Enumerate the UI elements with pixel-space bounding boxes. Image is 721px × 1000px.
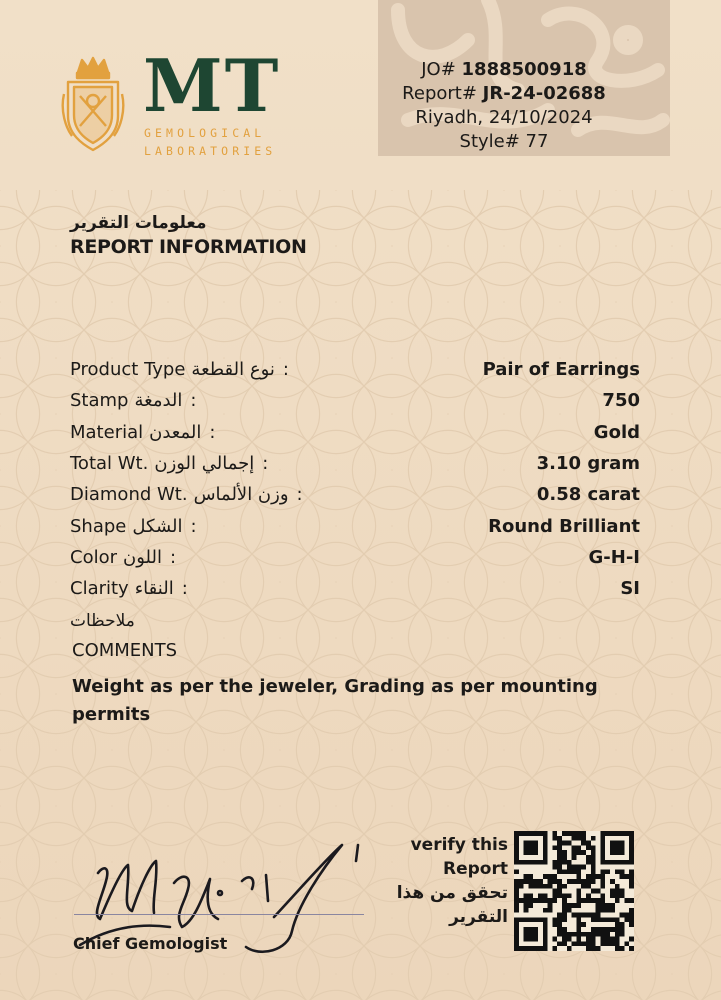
- info-row: [70, 480, 640, 510]
- comments-label-arabic: ملاحظات: [70, 611, 135, 631]
- info-row-value: 0.58 carat: [536, 484, 640, 505]
- info-row-label: [70, 480, 303, 510]
- info-row: [70, 418, 640, 448]
- label-ar: وزن الألماس: [193, 484, 289, 505]
- comments-text: Weight as per the jeweler, Grading as per mounting permits: [72, 676, 598, 725]
- info-row-value: Round Brilliant: [488, 516, 640, 537]
- style-number: Style# 77: [459, 131, 549, 152]
- label-en: Clarity: [70, 578, 129, 599]
- info-row-value: G-H-I: [588, 547, 640, 568]
- report-label: Report#: [402, 83, 483, 104]
- section-title: REPORT INFORMATION: [70, 236, 307, 258]
- label-en: Total Wt.: [70, 453, 149, 474]
- signature-line: [74, 914, 364, 915]
- info-row-label: [70, 355, 289, 385]
- report-number-line: [384, 82, 624, 106]
- info-row-value: Gold: [593, 422, 640, 443]
- info-row-label: [70, 386, 196, 416]
- verify-line-4-arabic: التقرير: [449, 907, 508, 927]
- label-en: Material: [70, 422, 144, 443]
- location-date: Riyadh, 24/10/2024: [415, 107, 593, 128]
- label-ar: اللون: [123, 547, 162, 568]
- label-colon: :: [209, 422, 216, 443]
- label-ar: إجمالي الوزن: [154, 453, 255, 474]
- info-row: [70, 386, 640, 416]
- label-colon: :: [262, 453, 269, 474]
- label-ar: المعدن: [149, 422, 202, 443]
- section-title-arabic: معلومات التقرير: [70, 213, 207, 233]
- label-ar: الدمغة: [134, 390, 183, 411]
- verify-line-1: verify this: [410, 835, 508, 855]
- label-colon: :: [190, 390, 197, 411]
- label-en: Color: [70, 547, 117, 568]
- label-en: Stamp: [70, 390, 129, 411]
- label-colon: :: [282, 359, 289, 380]
- info-row: [70, 543, 640, 573]
- label-colon: :: [181, 578, 188, 599]
- info-row-label: [70, 418, 215, 448]
- label-colon: :: [169, 547, 177, 568]
- label-ar: الشكل: [132, 516, 183, 537]
- qr-code-icon[interactable]: [514, 831, 634, 951]
- crown-shield-emblem-icon: [60, 56, 126, 156]
- info-row-label: [70, 449, 268, 479]
- info-row-label: [70, 512, 197, 542]
- info-row-value: 3.10 gram: [536, 453, 640, 474]
- logo-subtitle-gemological: GEMOLOGICAL: [144, 126, 266, 140]
- info-row: [70, 574, 640, 604]
- report-number: JR-24-02688: [482, 83, 606, 104]
- jo-label: JO#: [421, 59, 462, 80]
- chief-gemologist-title: Chief Gemologist: [73, 934, 228, 953]
- info-row: [70, 449, 640, 479]
- label-ar: النقاء: [134, 578, 174, 599]
- info-row-value: 750: [602, 390, 640, 411]
- info-row-value: SI: [620, 578, 640, 599]
- jo-number-line: [384, 58, 624, 82]
- logo-subtitle-laboratories: LABORATORIES: [144, 144, 277, 158]
- info-row-label: [70, 574, 188, 604]
- info-row-label: [70, 543, 176, 573]
- label-colon: :: [190, 516, 197, 537]
- label-en: Product Type: [70, 359, 186, 380]
- label-ar: نوع القطعة: [191, 359, 275, 380]
- label-colon: :: [296, 484, 303, 505]
- verify-line-3-arabic: تحقق من هذا: [396, 883, 508, 903]
- brand-logo-text: MT: [143, 43, 281, 128]
- label-en: Diamond Wt.: [70, 484, 188, 505]
- info-row-value: Pair of Earrings: [482, 359, 640, 380]
- comments-label: COMMENTS: [72, 640, 178, 661]
- label-en: Shape: [70, 516, 127, 537]
- jo-number: 1888500918: [461, 59, 587, 80]
- info-row: [70, 512, 640, 542]
- info-row: [70, 355, 640, 385]
- verify-line-2: Report: [443, 859, 508, 879]
